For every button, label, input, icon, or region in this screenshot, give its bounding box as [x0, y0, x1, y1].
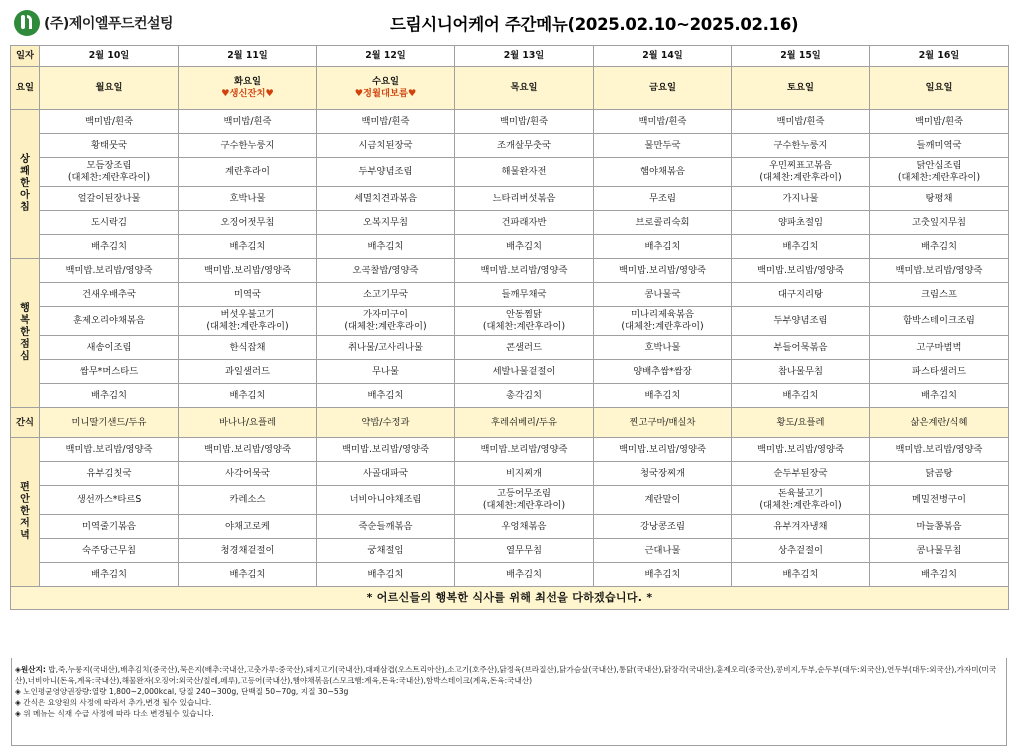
- menu-item: 백미밥.보리밥/영양죽: [732, 438, 870, 462]
- company-name: (주)제이엘푸드컨설팅: [44, 16, 174, 32]
- snack-note: ◈ 간식은 요양원의 사정에 따라서 추가,변경 될수 있습니다.: [15, 698, 212, 707]
- origin-text: 밥,죽,누룽지(국내산),배추김치(중국산),묵은지(배추:국내산,고춧가루:중국산),돼지고기(국내산),대패삼겹(오스트리아산),소고기(호주산),닭정육(브라질산),닭가슴살(국내산),통닭(국내산),닭장각(국내산),훈제오리(중국산),콩비지,두부,순두부(대두:외국산),연두부(대두:외국산),가자미(미국산),너비아니(돈육,계육:국내산),해물완자(오징어:외국산/칠레,페루),고등어(국내산),햄야채볶음(스모크햄:계육,돈육:국내산),함박스테이크(계육,돈육:국내산): [15, 665, 997, 685]
- menu-item: 우민찌표고볶음 (대체찬:계란후라이): [732, 158, 870, 187]
- menu-item: 배추김치: [40, 235, 179, 259]
- menu-item: 백미밥/흰죽: [594, 110, 732, 134]
- dinner-row: [11, 462, 1009, 486]
- menu-item: 배추김치: [732, 563, 870, 587]
- menu-item: 숙주당근무침: [40, 539, 179, 563]
- menu-item: 사각어묵국: [179, 462, 317, 486]
- menu-item: 계란후라이: [179, 158, 317, 187]
- menu-item: 배추김치: [40, 384, 179, 408]
- menu-item: 훈제오리야채볶음: [40, 307, 179, 336]
- day-cell: [594, 67, 732, 110]
- menu-item: 미역줄기볶음: [40, 515, 179, 539]
- menu-item: 비지찌개: [455, 462, 594, 486]
- day-cell: [455, 67, 594, 110]
- menu-item: 백미밥.보리밥/영양죽: [317, 438, 455, 462]
- menu-item: 배추김치: [870, 235, 1009, 259]
- lunch-row: [11, 307, 1009, 336]
- menu-item: 백미밥/흰죽: [455, 110, 594, 134]
- snack-row: [11, 408, 1009, 438]
- date-cell: 2월 12일: [317, 46, 455, 67]
- menu-item: 들깨무채국: [455, 283, 594, 307]
- menu-item: 근대나물: [594, 539, 732, 563]
- menu-item: 백미밥.보리밥/영양죽: [40, 438, 179, 462]
- page-title: 드림시니어케어 주간메뉴(2025.02.10~2025.02.16): [390, 15, 799, 34]
- menu-item: 배추김치: [40, 563, 179, 587]
- menu-item: 배추김치: [732, 235, 870, 259]
- menu-item: 두부양념조림: [317, 158, 455, 187]
- dinner-label: 편 안 한 저 녁: [11, 438, 40, 587]
- menu-item: 미역국: [179, 283, 317, 307]
- menu-item: 햄야채볶음: [594, 158, 732, 187]
- date-cell: 2월 15일: [732, 46, 870, 67]
- menu-item: 세발나물겉절이: [455, 360, 594, 384]
- day-event: ♥정월대보름♥: [354, 88, 417, 99]
- date-cell: 2월 16일: [870, 46, 1009, 67]
- menu-item: 부들어묵볶음: [732, 336, 870, 360]
- menu-item: 오징어젓무침: [179, 211, 317, 235]
- snack-item: 바나나/요플레: [179, 408, 317, 438]
- menu-item: 취나물/고사리나물: [317, 336, 455, 360]
- date-cell: 2월 14일: [594, 46, 732, 67]
- menu-item: 한식잡채: [179, 336, 317, 360]
- menu-item: 양파초절임: [732, 211, 870, 235]
- menu-item: 청국장찌개: [594, 462, 732, 486]
- footer-notes: [11, 658, 1007, 746]
- day-name: 월요일: [95, 82, 123, 93]
- menu-item: 강낭콩조림: [594, 515, 732, 539]
- dinner-row: [11, 539, 1009, 563]
- menu-item: 새송이조림: [40, 336, 179, 360]
- day-name: 토요일: [787, 82, 814, 93]
- day-event: ♥생신잔치♥: [221, 88, 274, 99]
- menu-item: 가자미구이 (대체찬:계란후라이): [317, 307, 455, 336]
- dinner-row: [11, 563, 1009, 587]
- menu-item: 오곡찰밥/영양죽: [317, 259, 455, 283]
- dinner-row: [11, 486, 1009, 515]
- menu-item: 대구지리탕: [732, 283, 870, 307]
- menu-item: 상추겉절이: [732, 539, 870, 563]
- menu-item: 느타리버섯볶음: [455, 187, 594, 211]
- menu-item: 순두부된장국: [732, 462, 870, 486]
- menu-item: 총각김치: [455, 384, 594, 408]
- menu-item: 파스타샐러드: [870, 360, 1009, 384]
- menu-item: 백미밥/흰죽: [732, 110, 870, 134]
- menu-item: 호박나물: [594, 336, 732, 360]
- lunch-row: [11, 336, 1009, 360]
- menu-item: 배추김치: [455, 563, 594, 587]
- closing-note: * 어르신들의 행복한 식사를 위해 최선을 다하겠습니다. *: [11, 587, 1009, 610]
- snack-item: 미니딸기샌드/두유: [40, 408, 179, 438]
- menu-item: 과일샐러드: [179, 360, 317, 384]
- menu-item: 가지나물: [732, 187, 870, 211]
- date-label: 일자: [11, 46, 40, 67]
- day-name: 금요일: [649, 82, 676, 93]
- day-name: 화요일: [234, 76, 261, 87]
- menu-item: 백미밥.보리밥/영양죽: [179, 259, 317, 283]
- menu-item: 열무무침: [455, 539, 594, 563]
- menu-item: 유부김칫국: [40, 462, 179, 486]
- breakfast-row: [11, 211, 1009, 235]
- menu-item: 배추김치: [179, 563, 317, 587]
- snack-item: 약밥/수정과: [317, 408, 455, 438]
- menu-item: 죽순들깨볶음: [317, 515, 455, 539]
- menu-item: 황태뭇국: [40, 134, 179, 158]
- snack-item: 찐고구마/매실차: [594, 408, 732, 438]
- date-cell: 2월 11일: [179, 46, 317, 67]
- breakfast-row: [11, 134, 1009, 158]
- menu-item: 백미밥.보리밥/영양죽: [594, 438, 732, 462]
- day-name: 수요일: [372, 76, 399, 87]
- day-row: [11, 67, 1009, 110]
- breakfast-row: [11, 187, 1009, 211]
- menu-item: 오복지무침: [317, 211, 455, 235]
- menu-item: 배추김치: [870, 384, 1009, 408]
- menu-item: 백미밥.보리밥/영양죽: [594, 259, 732, 283]
- breakfast-row: [11, 235, 1009, 259]
- menu-item: 모듬장조림 (대체찬:계란후라이): [40, 158, 179, 187]
- date-cell: 2월 13일: [455, 46, 594, 67]
- menu-item: 닭안심조림 (대체찬:계란후라이): [870, 158, 1009, 187]
- menu-item: 건파래자반: [455, 211, 594, 235]
- menu-item: 배추김치: [594, 384, 732, 408]
- origin-note: [15, 664, 1002, 686]
- menu-item: 우엉채볶음: [455, 515, 594, 539]
- menu-item: 계란말이: [594, 486, 732, 515]
- menu-item: 배추김치: [732, 384, 870, 408]
- menu-item: 백미밥/흰죽: [317, 110, 455, 134]
- menu-item: 백미밥/흰죽: [870, 110, 1009, 134]
- snack-item: 후레쉬베리/두유: [455, 408, 594, 438]
- lunch-row: [11, 283, 1009, 307]
- date-row: [11, 46, 1009, 67]
- origin-label: ◈원산지:: [15, 665, 46, 674]
- page-header: [0, 0, 1017, 44]
- menu-item: 소고기무국: [317, 283, 455, 307]
- menu-item: 시금치된장국: [317, 134, 455, 158]
- company-logo: [14, 9, 173, 37]
- closing-note-row: [11, 587, 1009, 610]
- snack-label: 간식: [11, 408, 40, 438]
- day-label: 요일: [11, 67, 40, 110]
- day-cell: [870, 67, 1009, 110]
- menu-item: 백미밥.보리밥/영양죽: [732, 259, 870, 283]
- menu-item: 물만두국: [594, 134, 732, 158]
- breakfast-label: 상 쾌 한 아 침: [11, 110, 40, 259]
- menu-item: 닭곰탕: [870, 462, 1009, 486]
- menu-item: 백미밥.보리밥/영양죽: [179, 438, 317, 462]
- menu-item: 구수한누룽지: [732, 134, 870, 158]
- menu-item: 배추김치: [870, 563, 1009, 587]
- menu-item: 궁채절임: [317, 539, 455, 563]
- menu-item: 해물완자전: [455, 158, 594, 187]
- menu-item: 쌈무*머스타드: [40, 360, 179, 384]
- menu-item: 도시락김: [40, 211, 179, 235]
- day-name: 일요일: [925, 82, 953, 93]
- menu-item: 브로콜리숙회: [594, 211, 732, 235]
- menu-item: 배추김치: [317, 384, 455, 408]
- menu-item: 조개살무춧국: [455, 134, 594, 158]
- menu-item: 건새우배추국: [40, 283, 179, 307]
- menu-item: 참나물무침: [732, 360, 870, 384]
- day-cell: [732, 67, 870, 110]
- menu-item: 콘샐러드: [455, 336, 594, 360]
- lunch-row: [11, 259, 1009, 283]
- menu-item: 고구마범벅: [870, 336, 1009, 360]
- menu-item: 크림스프: [870, 283, 1009, 307]
- snack-item: 황도/요플레: [732, 408, 870, 438]
- menu-item: 청경채겉절이: [179, 539, 317, 563]
- dinner-row: [11, 515, 1009, 539]
- menu-item: 메밀전병구이: [870, 486, 1009, 515]
- lunch-label: 행 복 한 점 심: [11, 259, 40, 408]
- menu-item: 야채고로케: [179, 515, 317, 539]
- menu-item: 돈육불고기 (대체찬:계란후라이): [732, 486, 870, 515]
- menu-item: 콩나물무침: [870, 539, 1009, 563]
- menu-item: 안동찜닭 (대체찬:계란후라이): [455, 307, 594, 336]
- menu-item: 생선까스*타르S: [40, 486, 179, 515]
- dinner-row: [11, 438, 1009, 462]
- menu-item: 배추김치: [455, 235, 594, 259]
- menu-item: 들깨미역국: [870, 134, 1009, 158]
- menu-item: 얼갈이된장나물: [40, 187, 179, 211]
- menu-item: 탕평채: [870, 187, 1009, 211]
- menu-item: 무나물: [317, 360, 455, 384]
- menu-item: 배추김치: [317, 235, 455, 259]
- menu-item: 양배추쌈*쌈장: [594, 360, 732, 384]
- menu-item: 구수한누룽지: [179, 134, 317, 158]
- menu-item: 배추김치: [594, 563, 732, 587]
- menu-item: 고춧잎지무침: [870, 211, 1009, 235]
- menu-item: 배추김치: [594, 235, 732, 259]
- menu-item: 유부겨자냉채: [732, 515, 870, 539]
- menu-item: 백미밥.보리밥/영양죽: [455, 438, 594, 462]
- menu-item: 무조림: [594, 187, 732, 211]
- menu-item: 두부양념조림: [732, 307, 870, 336]
- menu-item: 세멸치견과볶음: [317, 187, 455, 211]
- menu-item: 배추김치: [179, 384, 317, 408]
- day-cell: [317, 67, 455, 110]
- date-cell: 2월 10일: [40, 46, 179, 67]
- day-cell: [40, 67, 179, 110]
- day-name: 목요일: [510, 82, 538, 93]
- menu-item: 배추김치: [317, 563, 455, 587]
- menu-item: 콩나물국: [594, 283, 732, 307]
- menu-item: 고등어무조림 (대체찬:계란후라이): [455, 486, 594, 515]
- menu-item: 너비아니야채조림: [317, 486, 455, 515]
- menu-item: 미나리제육볶음 (대체찬:계란후라이): [594, 307, 732, 336]
- menu-item: 함박스테이크조림: [870, 307, 1009, 336]
- change-note: ◈ 위 메뉴는 식재 수급 사정에 따라 다소 변경될수 있습니다.: [15, 709, 214, 718]
- company-logo-icon: [14, 10, 40, 36]
- lunch-row: [11, 360, 1009, 384]
- menu-item: 카레소스: [179, 486, 317, 515]
- menu-item: 백미밥.보리밥/영양죽: [455, 259, 594, 283]
- menu-item: 백미밥.보리밥/영양죽: [40, 259, 179, 283]
- day-cell: [179, 67, 317, 110]
- menu-item: 버섯우불고기 (대체찬:계란후라이): [179, 307, 317, 336]
- menu-item: 백미밥/흰죽: [40, 110, 179, 134]
- nutrition-note: ◈ 노인평균영양권장량:열량 1,800~2,000kcal, 당질 240~300g, 단백질 50~70g, 지질 30~53g: [15, 687, 349, 696]
- breakfast-row: [11, 110, 1009, 134]
- menu-item: 사골대파국: [317, 462, 455, 486]
- breakfast-row: [11, 158, 1009, 187]
- menu-item: 백미밥/흰죽: [179, 110, 317, 134]
- weekly-menu-table: [10, 45, 1009, 610]
- menu-item: 배추김치: [179, 235, 317, 259]
- lunch-row: [11, 384, 1009, 408]
- menu-item: 호박나물: [179, 187, 317, 211]
- menu-item: 마늘쫑볶음: [870, 515, 1009, 539]
- menu-item: 백미밥.보리밥/영양죽: [870, 438, 1009, 462]
- snack-item: 삶은계란/식혜: [870, 408, 1009, 438]
- menu-item: 백미밥.보리밥/영양죽: [870, 259, 1009, 283]
